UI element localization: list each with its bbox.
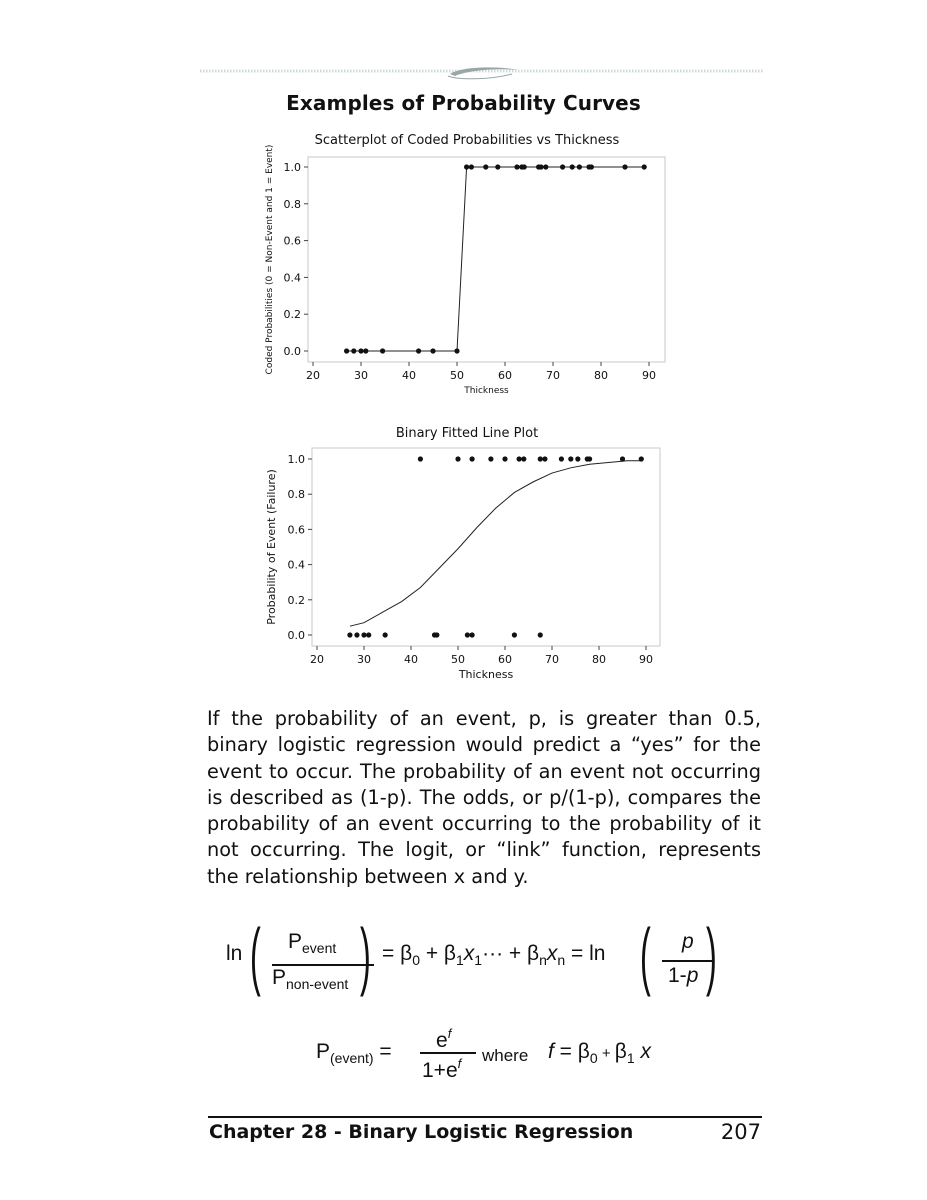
y-tick-label: 0.2 xyxy=(283,308,301,322)
y-axis-label: Coded Probabilities (0 = Non-Event and 1 = Event) xyxy=(265,144,275,375)
data-point xyxy=(470,456,475,461)
odds-denominator: 1-p xyxy=(668,964,699,987)
x-tick-label: 50 xyxy=(451,653,465,666)
data-point xyxy=(470,632,475,637)
left-paren-1: ( xyxy=(250,911,261,998)
y-tick-label: 0.8 xyxy=(287,488,305,502)
y-tick-label: 1.0 xyxy=(283,161,301,174)
data-point xyxy=(502,456,507,461)
data-point xyxy=(488,456,493,461)
right-paren-1: ) xyxy=(360,911,371,998)
x-tick-label: 60 xyxy=(498,369,512,382)
data-point xyxy=(495,164,500,169)
x-tick-label: 80 xyxy=(594,369,608,382)
y-axis-label: Probability of Event (Failure) xyxy=(265,469,278,625)
plot-frame xyxy=(312,448,660,646)
x-tick-label: 20 xyxy=(306,369,320,382)
data-point xyxy=(469,164,474,169)
footer-rule xyxy=(208,1116,762,1118)
x-tick-label: 80 xyxy=(592,653,606,666)
data-point xyxy=(542,456,547,461)
chart-title: Binary Fitted Line Plot xyxy=(395,426,539,441)
data-point xyxy=(543,164,548,169)
exp-denominator: $1+e^f$ xyxy=(422,1056,462,1082)
x-tick-label: 30 xyxy=(357,653,371,666)
chart1-svg xyxy=(252,124,682,400)
x-tick-label: 90 xyxy=(639,653,653,666)
data-point xyxy=(642,164,647,169)
data-point xyxy=(358,348,363,353)
data-point xyxy=(577,164,582,169)
data-point xyxy=(366,632,371,637)
decorative-header-ornament xyxy=(200,62,763,86)
odds-numerator: p xyxy=(682,930,694,953)
p-nonevent-denominator: $P_{non-event}$ xyxy=(272,966,349,992)
y-tick-label: 0.4 xyxy=(283,271,301,285)
data-point xyxy=(512,632,517,637)
y-tick-label: 0.6 xyxy=(287,523,305,537)
data-point xyxy=(361,632,366,637)
probability-formula xyxy=(312,1022,692,1082)
data-point xyxy=(434,632,439,637)
data-point xyxy=(538,456,543,461)
data-point xyxy=(587,456,592,461)
data-point xyxy=(465,632,470,637)
data-point xyxy=(575,456,580,461)
x-tick-label: 70 xyxy=(545,653,559,666)
data-point xyxy=(430,348,435,353)
fraction-bar-2 xyxy=(662,960,712,962)
y-tick-label: 0.2 xyxy=(287,593,305,607)
p-event-lhs: $P_{(event)}$ = xyxy=(316,1040,392,1066)
data-point xyxy=(570,164,575,169)
data-point xyxy=(538,632,543,637)
data-point xyxy=(622,164,627,169)
data-point xyxy=(464,164,469,169)
chart-title: Scatterplot of Coded Probabilities vs Thickness xyxy=(314,133,620,148)
y-tick-label: 0.8 xyxy=(283,197,301,211)
x-tick-label: 60 xyxy=(498,653,512,666)
binary-fitted-line-plot xyxy=(252,420,682,686)
left-paren-2: ( xyxy=(640,911,651,998)
data-point xyxy=(416,348,421,353)
y-tick-label: 0.4 xyxy=(287,558,305,572)
where-label: where xyxy=(482,1046,529,1065)
y-tick-label: 0.0 xyxy=(283,345,301,358)
x-axis-label: Thickness xyxy=(458,668,514,681)
data-point xyxy=(363,348,368,353)
x-tick-label: 40 xyxy=(402,369,416,382)
fraction-bar-3 xyxy=(420,1052,476,1054)
data-point xyxy=(354,632,359,637)
data-point xyxy=(351,348,356,353)
x-tick-label: 20 xyxy=(310,653,324,666)
explanatory-paragraph: If the probability of an event, p, is greater than 0.5, binary logistic regression would predict a “yes” for the event to occur. The probability of an event not occurring is described as (1-p). The odds, or p/(1-p), compares the probability of an event occurring to the probability of it not occurring. The logit, or “link” function, represents the relationship between x and y. xyxy=(207,707,761,888)
data-point xyxy=(521,456,526,461)
data-point xyxy=(380,348,385,353)
f-definition: $f = \beta_0 + \beta_1$ x xyxy=(548,1040,651,1066)
y-tick-label: 0.0 xyxy=(287,629,305,642)
x-tick-label: 50 xyxy=(450,369,464,382)
data-point xyxy=(344,348,349,353)
exp-numerator: $e^f$ xyxy=(436,1026,452,1052)
data-point xyxy=(620,456,625,461)
x-axis-label: Thickness xyxy=(464,386,509,396)
data-point xyxy=(639,456,644,461)
x-tick-label: 40 xyxy=(404,653,418,666)
data-point xyxy=(418,456,423,461)
data-point xyxy=(589,164,594,169)
data-point xyxy=(560,164,565,169)
page-heading: Examples of Probability Curves xyxy=(286,91,641,115)
data-point xyxy=(538,164,543,169)
ln-left: ln xyxy=(226,942,243,965)
x-tick-label: 30 xyxy=(354,369,368,382)
footer-page-number: 207 xyxy=(720,1120,761,1144)
right-paren-2: ) xyxy=(706,911,717,998)
data-point xyxy=(383,632,388,637)
coded-probabilities-scatterplot xyxy=(252,124,682,400)
data-point xyxy=(483,164,488,169)
data-point xyxy=(455,456,460,461)
logit-formula xyxy=(222,911,732,1000)
data-point xyxy=(517,456,522,461)
chart2-svg xyxy=(252,420,682,686)
plot-frame xyxy=(308,157,665,362)
x-tick-label: 90 xyxy=(642,369,656,382)
p-event-numerator: $P_{event}$ xyxy=(288,930,337,956)
data-point xyxy=(514,164,519,169)
data-point xyxy=(559,456,564,461)
footer-chapter-title: Chapter 28 - Binary Logistic Regression xyxy=(209,1121,634,1143)
data-point xyxy=(522,164,527,169)
data-point xyxy=(347,632,352,637)
y-tick-label: 1.0 xyxy=(287,453,305,466)
y-tick-label: 0.6 xyxy=(283,234,301,248)
data-point xyxy=(568,456,573,461)
x-tick-label: 70 xyxy=(546,369,560,382)
data-point xyxy=(454,348,459,353)
linear-predictor: = $\beta_0 + \beta_1x_1\cdot\cdot\cdot + \beta_nx_n = \ln$ xyxy=(382,942,606,968)
